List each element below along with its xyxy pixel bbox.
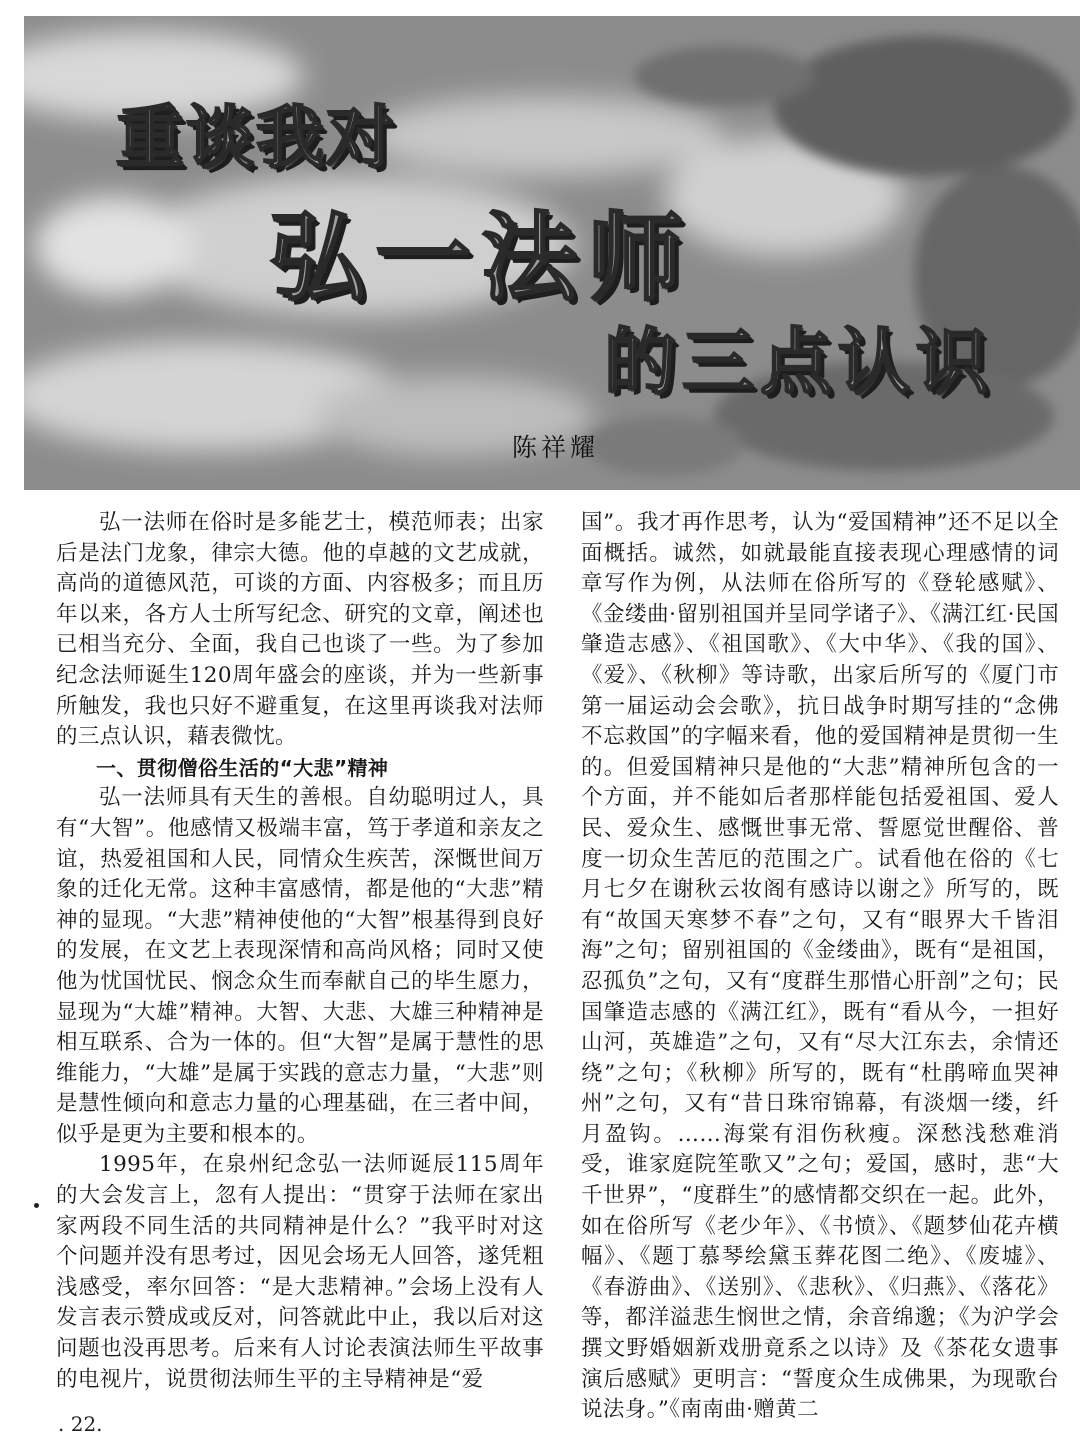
paragraph: 弘一法师在俗时是多能艺士，模范师表；出家后是法门龙象，律宗大德。他的卓越的文艺成就，高尚的道德风范，可谈的方面、内容极多；而且历年以来，各方人士所写纪念、研究的文章，阐述也已相当充分、全面，我自己也谈了一些。为了参加纪念法师诞生120周年盛会的座谈，并为一些新事所触发，我也只好不避重复，在这里再谈我对法师的三点认识，藉表微忱。 (56, 510, 544, 750)
paragraph: 国”。我才再作思考，认为“爱国精神”还不足以全面概括。诚然，如就最能直接表现心理感情的词章写作为例，从法师在俗所写的《登轮感赋》、《金缕曲·留别祖国并呈同学诸子》、《满江红·民国肇造志感》、《祖国歌》、《大中华》、《我的国》、《爱》、《秋柳》等诗歌，出家后所写的《厦门市第一届运动会会歌》，抗日战争时期写挂的“念佛不忘救国”的字幅来看，他的爱国精神是贯彻一生的。但爱国精神只是他的“大悲”精神所包含的一个方面，并不能如后者那样能包括爱祖国、爱人民、爱众生、感慨世事无常、誓愿觉世醒俗、普度一切众生苦厄的范围之广。试看他在俗的《七月七夕在谢秋云妆阁有感诗以谢之》所写的，既有“故国天寒梦不春”之句，又有“眼界大千皆泪海”之句；留别祖国的《金缕曲》，既有“是祖国，忍孤负”之句，又有“度群生那惜心肝剖”之句；民国肇造志感的《满江红》，既有“看从今，一担好山河，英雄造”之句，又有“尽大江东去，余情还绕”之句；《秋柳》所写的，既有“杜鹃啼血哭神州”之句，又有“昔日珠帘锦幕，有淡烟一缕，纤月盈钩。……海棠有泪伤秋瘦。深愁浅愁难消受，谁家庭院笙歌又”之句；爱国，感时，悲“大千世界”，“度群生”的感情都交织在一起。此外，如在俗所写《老少年》、《书愤》、《题梦仙花卉横幅》、《题丁慕琴绘黛玉葬花图二绝》、《废墟》、《春游曲》、《送别》、《悲秋》、《归燕》、《落花》等，都洋溢悲生悯世之情，余音绵邈；《为沪学会撰文野婚姻新戏册竟系之以诗》及《茶花女遗事演后感赋》更明言：“誓度众生成佛果，为现歌台说法身。”《南南曲·赠黄二 (581, 510, 1059, 1423)
paragraph: 1995年，在泉州纪念弘一法师诞辰115周年的大会发言上，忽有人提出：“贯穿于法师在家出家两段不同生活的共同精神是什么？”我平时对这个问题并没有思考过，因见会场无人回答，遂凭粗浅感受，率尔回答：“是大悲精神。”会场上没有人发言表示赞成或反对，问答就此中止，我以后对这问题也没再思考。后来有人讨论表演法师生平故事的电视片，说贯彻法师生平的主导精神是“爱 (56, 1152, 544, 1392)
section-heading: 一、贯彻僧俗生活的“大悲”精神 (96, 755, 389, 780)
print-speck (34, 1203, 39, 1208)
page-number: . 22. (58, 1412, 103, 1436)
title-line-3: 的三点认识 (604, 320, 995, 404)
left-text-column (56, 508, 544, 1395)
title-banner (24, 16, 1080, 490)
paragraph: 弘一法师具有天生的善根。自幼聪明过人，具有“大智”。他感情又极端丰富，笃于孝道和亲友之谊，热爱祖国和人民，同情众生疾苦，深慨世间万象的迁化无常。这种丰富感情，都是他的“大悲”精神的显现。“大悲”精神使他的“大智”根基得到良好的发展，在文艺上表现深情和高尚风格；同时又使他为忧国忧民、悯念众生而奉献自己的毕生愿力，显现为“大雄”精神。大智、大悲、大雄三种精神是相互联系、合为一体的。但“大智”是属于慧性的思维能力，“大雄”是属于实践的意志力量，“大悲”则是慧性倾向和意志力量的心理基础，在三者中间，似乎是更为主要和根本的。 (56, 785, 544, 1147)
right-text-column (581, 508, 1059, 1426)
title-line-2: 弘一法师 (269, 202, 693, 314)
author-name: 陈祥耀 (512, 433, 600, 462)
title-line-1: 重谈我对 (116, 99, 397, 178)
